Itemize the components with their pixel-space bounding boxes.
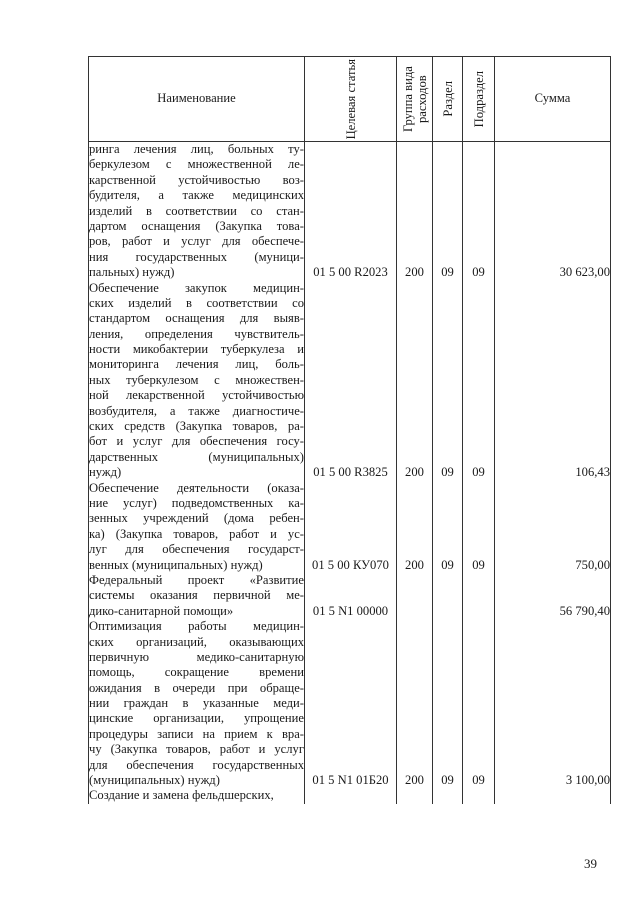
row-name-line: венных (муниципальных) нужд): [89, 557, 263, 572]
row-name-line: ских средств (Закупка товаров, ра-: [89, 419, 304, 434]
row-name-line: первичную медико-санитарную: [89, 649, 304, 664]
row-name-line: ной лекарственной устойчивостью: [89, 388, 304, 403]
row-name-line: ских изделий в соответствии со: [89, 295, 304, 310]
row-target: 01 5 N1 01Б20: [305, 619, 397, 788]
row-subsection: 09: [463, 619, 495, 788]
row-name-line: для обеспечения государственных: [89, 757, 304, 772]
row-subsection: 09: [463, 281, 495, 481]
row-group: 200: [397, 619, 433, 788]
row-name-line: ности микобактерии туберкулеза и: [89, 342, 304, 357]
header-group-cell: [397, 57, 433, 142]
row-name-line: цинские организации, упрощение: [89, 711, 304, 726]
row-name-line: (муниципальных) нужд): [89, 773, 220, 788]
header-section-cell: [433, 57, 463, 142]
row-section: [433, 573, 463, 619]
row-name-line: ка) (Закупка товаров, работ и ус-: [89, 526, 304, 541]
row-name-line: ных туберкулезом с множествен-: [89, 372, 304, 387]
row-name-line: дарственных (муниципальных): [89, 449, 304, 464]
row-target: 01 5 00 R3825: [305, 281, 397, 481]
table-row: [89, 281, 611, 481]
row-target: 01 5 00 R2023: [305, 142, 397, 281]
row-name: [89, 281, 305, 481]
table-row: [89, 481, 611, 573]
header-target-cell: [305, 57, 397, 142]
budget-table: [88, 56, 611, 804]
row-group: [397, 573, 433, 619]
row-group: 200: [397, 142, 433, 281]
row-subsection: [463, 788, 495, 803]
row-section: 09: [433, 481, 463, 573]
table-row: [89, 142, 611, 281]
row-name-line: ние услуг) подведомственных ка-: [89, 495, 304, 510]
row-group: 200: [397, 281, 433, 481]
row-name-line: Федеральный проект «Развитие: [89, 572, 304, 587]
row-subsection: 09: [463, 142, 495, 281]
row-subsection: 09: [463, 481, 495, 573]
row-name-line: дико-санитарной помощи»: [89, 603, 234, 618]
row-sum: 3 100,00: [495, 619, 611, 788]
row-sum: 750,00: [495, 481, 611, 573]
row-name-line: процедуры записи на прием к вра-: [89, 726, 304, 741]
row-section: 09: [433, 619, 463, 788]
row-name-line: беркулезом с множественной ле-: [89, 157, 304, 172]
row-section: 09: [433, 281, 463, 481]
header-subsection: Подраздел: [471, 70, 486, 128]
row-name-line: чу (Закупка товаров, работ и услуг: [89, 742, 304, 757]
row-name-line: Создание и замена фельдшерских,: [89, 788, 274, 803]
row-name: [89, 573, 305, 619]
row-name-line: ния государственных (муници-: [89, 249, 304, 264]
row-name: [89, 481, 305, 573]
row-name-line: помощь, сокращение времени: [89, 665, 304, 680]
row-name-line: мониторинга лечения лиц, боль-: [89, 357, 304, 372]
header-target: Целевая статья: [343, 58, 358, 140]
row-name-line: будителя, а также медицинских: [89, 188, 304, 203]
row-section: 09: [433, 142, 463, 281]
row-name-line: зенных учреждений (дома ребен-: [89, 511, 304, 526]
row-sum: [495, 788, 611, 803]
row-name-line: изделий в соответствии со стан-: [89, 203, 304, 218]
row-name-line: ожидания в очереди при обраще-: [89, 680, 304, 695]
header-sum: Сумма: [495, 57, 611, 142]
row-sum: 106,43: [495, 281, 611, 481]
row-name-line: возбудителя, а также диагностиче-: [89, 403, 304, 418]
row-name-line: ринга лечения лиц, больных ту-: [89, 142, 304, 156]
row-name-line: Обеспечение деятельности (оказа-: [89, 480, 304, 495]
row-name-line: карственной устойчивостью воз-: [89, 172, 304, 187]
row-target: 01 5 N1 00000: [305, 573, 397, 619]
row-sum: 30 623,00: [495, 142, 611, 281]
row-name-line: нужд): [89, 465, 122, 480]
row-section: [433, 788, 463, 803]
row-name: [89, 619, 305, 788]
header-subsection-cell: [463, 57, 495, 142]
row-group: [397, 788, 433, 803]
row-name-line: стандартом оснащения для выяв-: [89, 311, 304, 326]
row-name-line: Обеспечение закупок медицин-: [89, 280, 304, 295]
table-row: [89, 573, 611, 619]
row-sum: 56 790,40: [495, 573, 611, 619]
header-name: Наименование: [89, 57, 305, 142]
row-name-line: ления, определения чувствитель-: [89, 326, 304, 341]
row-name-line: ских организаций, оказывающих: [89, 634, 304, 649]
table-header-row: [89, 57, 611, 142]
row-group: 200: [397, 481, 433, 573]
header-section: Раздел: [440, 81, 455, 117]
row-name-line: дартом оснащения (Закупка това-: [89, 218, 304, 233]
row-target: [305, 788, 397, 803]
page-number: 39: [584, 856, 597, 871]
row-name-line: бот и услуг для обеспечения госу-: [89, 434, 304, 449]
row-name: [89, 142, 305, 281]
row-name-line: пальных) нужд): [89, 265, 175, 280]
row-target: 01 5 00 КУ070: [305, 481, 397, 573]
row-name-line: луг для обеспечения государст-: [89, 542, 304, 557]
row-name-line: системы оказания первичной ме-: [89, 588, 304, 603]
header-group: Группа вида расходов: [400, 66, 429, 132]
table-row: [89, 619, 611, 788]
row-name: [89, 788, 305, 803]
row-name-line: ров, работ и услуг для обеспече-: [89, 234, 304, 249]
row-name-line: нии граждан в указанные меди-: [89, 696, 304, 711]
row-subsection: [463, 573, 495, 619]
row-name-line: Оптимизация работы медицин-: [89, 619, 304, 634]
table-row: [89, 788, 611, 803]
